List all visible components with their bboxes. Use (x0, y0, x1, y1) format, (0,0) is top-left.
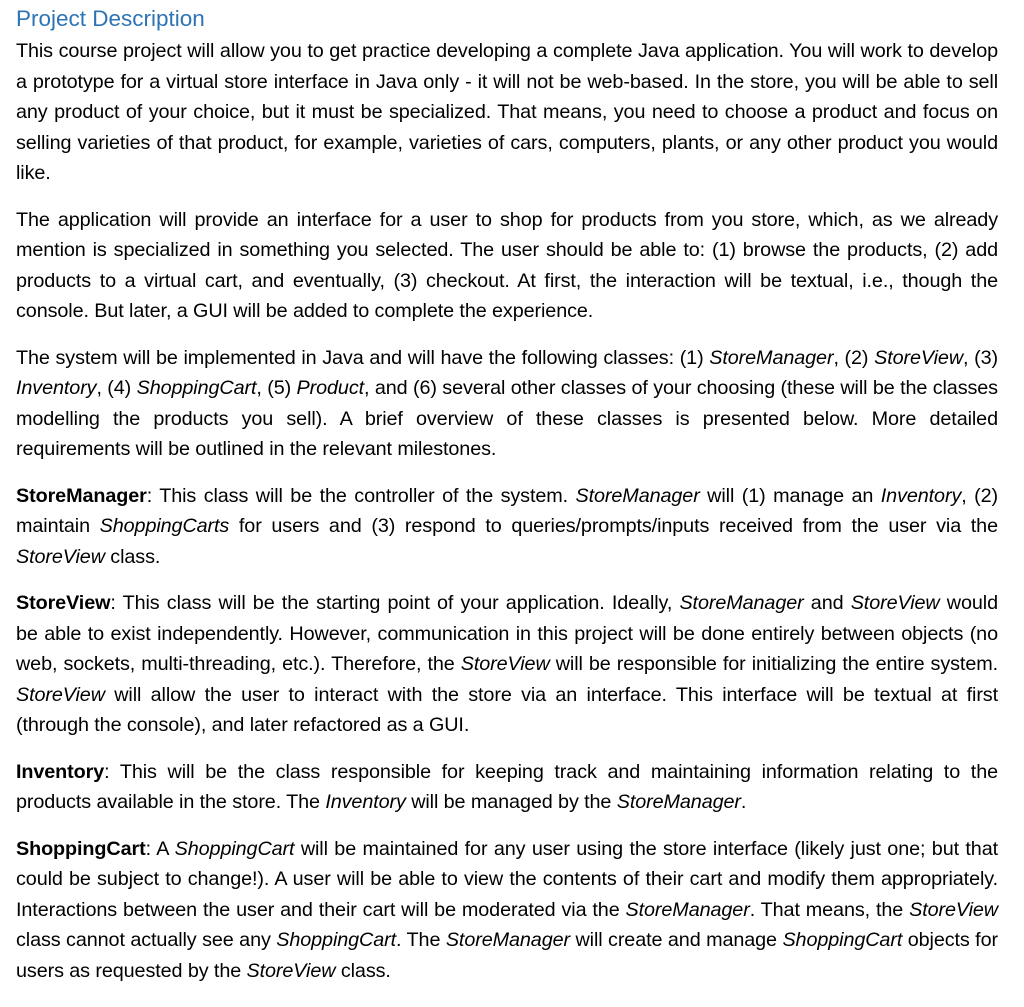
text-run: , (4) (96, 377, 137, 399)
class-name: StoreView (460, 653, 550, 675)
class-name: StoreView (850, 592, 940, 614)
class-name: StoreView (16, 683, 105, 706)
class-name: ShoppingCart (136, 377, 257, 399)
class-name: StoreManager (709, 346, 834, 369)
class-name: StoreManager (445, 929, 570, 951)
term-heading: ShoppingCart (16, 837, 146, 860)
class-name: StoreView (874, 346, 964, 369)
text-run: , (2) (833, 346, 875, 369)
class-name: ShoppingCart (782, 929, 903, 951)
paragraph-shoppingcart (16, 834, 998, 987)
text-run: . The (396, 929, 446, 951)
document-page (16, 0, 998, 1002)
text-run: will create and manage (569, 929, 783, 951)
text-run: for users and (3) respond to queries/prompts/inputs received from the user via the (229, 515, 998, 537)
term-heading: StoreView (16, 592, 111, 614)
text-run: class. (335, 959, 391, 982)
paragraph-storemanager (16, 481, 998, 573)
text-run: This course project will allow you to get practice developing a complete Java application. You will work to develop a prototype for a virtual store interface in Java only - it will not be web-based. In the store, you will be able to sell any product of your choice, but it must be specialized. That means, you need to choose a product and focus on selling varieties of that product, for example, varieties of cars, computers, plants, or any other product you would like. (16, 40, 998, 184)
text-run: will be managed by the (405, 791, 617, 813)
class-name: Product (296, 377, 365, 399)
class-name: ShoppingCart (174, 837, 295, 860)
text-run: and (803, 592, 851, 614)
class-name: Inventory (325, 791, 406, 813)
section-title: Project Description (16, 6, 205, 31)
text-run: will be maintained for any user using the store interface (likely just one; but that could be subject to change!). A user will be able to view the contents of their cart and modify them appropriately. Interactions between the user and their cart will be moderated via the (16, 837, 998, 921)
text-run: class. (104, 545, 161, 568)
text-run: , (2) maintain (16, 484, 998, 537)
paragraph-application (16, 205, 998, 327)
text-run: class cannot actually see any (16, 929, 277, 951)
class-name: ShoppingCart (276, 929, 397, 951)
term-heading: StoreManager (16, 484, 147, 507)
paragraph-intro (16, 36, 998, 189)
text-run: The system will be implemented in Java and will have the following classes: (1) (16, 346, 710, 369)
text-run: would be able to exist independently. However, communication in this project will be done entirely between objects (no web, sockets, multi-threading, etc.). Therefore, the (16, 592, 998, 675)
text-run: . (740, 791, 747, 813)
class-name: StoreView (246, 959, 336, 982)
class-name: Inventory (16, 377, 97, 399)
text-run: : This will be the class responsible for keeping track and maintaining information relating to the products available in the store. The (16, 760, 998, 813)
text-run: . That means, the (749, 898, 910, 921)
text-run: : This class will be the starting point of your application. Ideally, (110, 592, 680, 614)
class-name: StoreView (16, 545, 105, 568)
class-name: StoreView (909, 898, 998, 921)
text-run: , and (6) several other classes of your choosing (these will be the classes modelling the products you sell). A brief overview of these classes is presented below. More detailed requirements will be outlined in the relevant milestones. (16, 377, 998, 460)
term-heading: Inventory (16, 760, 105, 783)
class-name: StoreManager (679, 592, 804, 614)
paragraph-classes (16, 343, 998, 465)
paragraph-inventory (16, 757, 998, 818)
class-name: Inventory (880, 484, 962, 507)
text-run: , (5) (256, 377, 297, 399)
text-run: , (3) (963, 346, 998, 369)
text-run: objects for users as requested by the (16, 929, 998, 982)
text-run: will allow the user to interact with the store via an interface. This interface will be textual at first (through the console), and later refactored as a GUI. (16, 683, 998, 736)
document-body (16, 36, 998, 986)
class-name: ShoppingCarts (99, 515, 230, 537)
paragraph-storeview (16, 588, 998, 741)
text-run: The application will provide an interface for a user to shop for products from you store, which, as we already mention is specialized in something you selected. The user should be able to: (1) browse the products, (2) add products to a virtual cart, and eventually, (3) checkout. At first, the interaction will be textual, i.e., though the console. But later, a GUI will be added to complete the experience. (16, 208, 998, 322)
class-name: StoreManager (616, 791, 741, 813)
class-name: StoreManager (575, 484, 700, 507)
text-run: : This class will be the controller of the system. (146, 484, 576, 507)
text-run: : A (145, 837, 175, 860)
text-run: will be responsible for initializing the entire system. (549, 653, 998, 675)
class-name: StoreManager (625, 898, 750, 921)
text-run: will (1) manage an (699, 484, 881, 507)
